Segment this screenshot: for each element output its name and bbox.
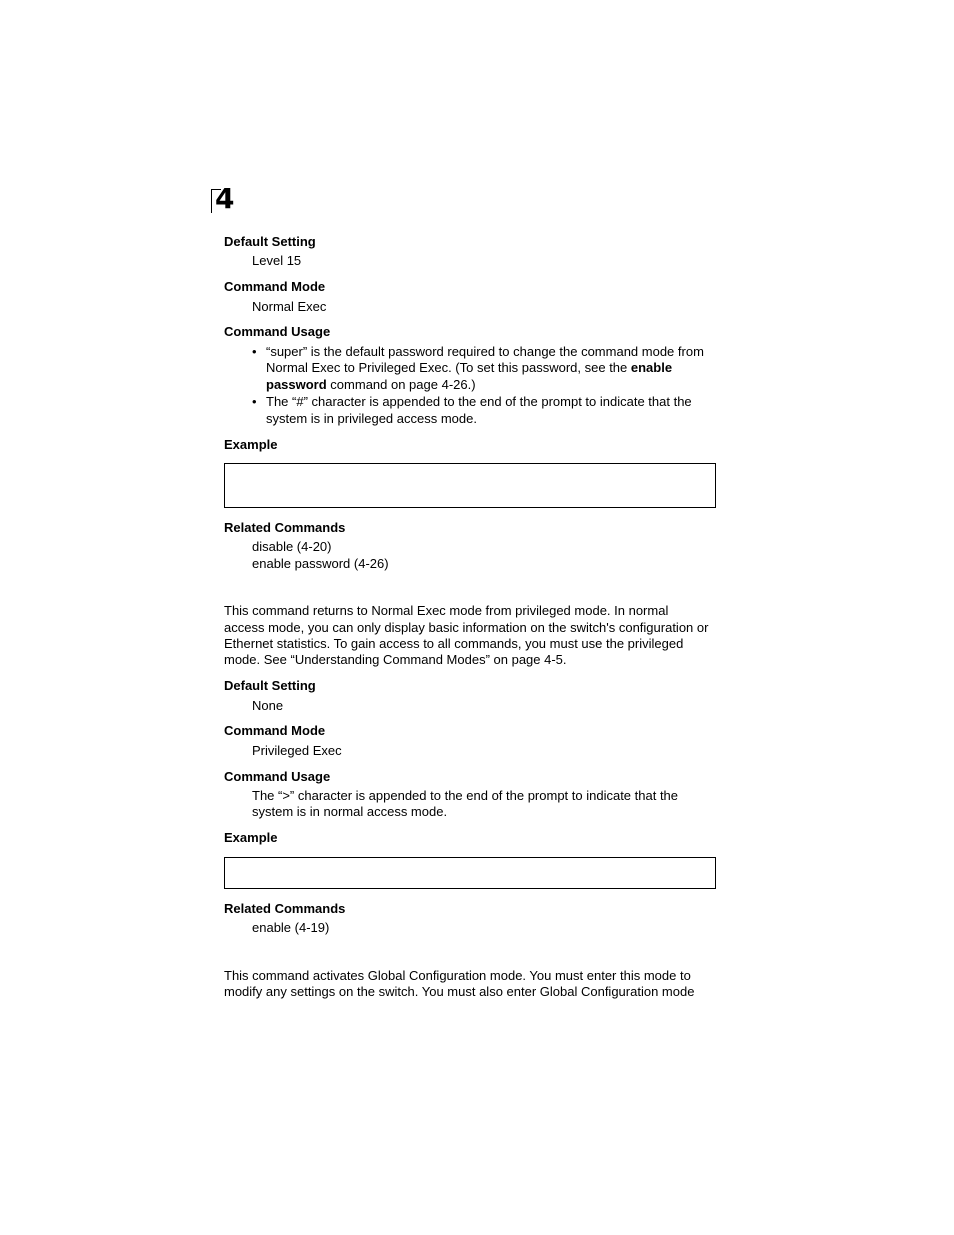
intro-paragraph-line: This command activates Global Configuration mode. You must enter this mode to [224, 968, 691, 983]
bullet-text-line: The “#” character is appended to the end of the prompt to indicate that the [266, 394, 692, 409]
example-code-box [224, 857, 716, 889]
intro-paragraph-line: modify any settings on the switch. You must also enter Global Configuration mode [224, 984, 695, 999]
related-command-item: disable (4-20) [252, 539, 332, 554]
example-code-box [224, 463, 716, 508]
command-name-bold: enable [630, 360, 673, 375]
chapter-rule-vertical [211, 189, 212, 213]
bullet-text-line: password command on page 4-26.) [266, 377, 476, 392]
intro-paragraph-line: This command returns to Normal Exec mode from privileged mode. In normal [224, 603, 669, 618]
command-usage-line: The “>” character is appended to the end of the prompt to indicate that the [252, 788, 679, 803]
chapter-marker [211, 182, 241, 215]
bullet-text-line: system is in privileged access mode. [266, 411, 477, 426]
command-mode-value: Normal Exec [252, 299, 327, 314]
command-mode-heading: Command Mode [224, 279, 326, 294]
bullet-marker: • [252, 394, 257, 409]
command-usage-line: system is in normal access mode. [252, 804, 448, 819]
bullet-text-line: “super” is the default password required to change the command mode from [266, 344, 704, 359]
command-name-bold: password [266, 377, 327, 392]
example-heading: Example [224, 830, 278, 845]
related-command-item: enable (4-19) [252, 920, 330, 935]
bullet-marker: • [252, 344, 257, 359]
intro-paragraph-line: access mode, you can only display basic information on the switch's configuration or [224, 620, 709, 635]
command-usage-heading: Command Usage [224, 769, 331, 784]
related-commands-heading: Related Commands [224, 901, 346, 916]
default-setting-value: Level 15 [252, 253, 302, 268]
default-setting-heading: Default Setting [224, 234, 316, 249]
intro-paragraph-line: mode. See “Understanding Command Modes” on page 4-5. [224, 652, 567, 667]
intro-paragraph-line: Ethernet statistics. To gain access to all commands, you must use the privileged [224, 636, 684, 651]
chapter-number: 4 [215, 182, 235, 215]
related-command-item: enable password (4-26) [252, 556, 389, 571]
bullet-text-line: Normal Exec to Privileged Exec. (To set this password, see the enable [266, 360, 673, 375]
command-mode-heading: Command Mode [224, 723, 326, 738]
command-mode-value: Privileged Exec [252, 743, 342, 758]
default-setting-value: None [252, 698, 284, 713]
default-setting-heading: Default Setting [224, 678, 316, 693]
command-usage-heading: Command Usage [224, 324, 331, 339]
example-heading: Example [224, 437, 278, 452]
related-commands-heading: Related Commands [224, 520, 346, 535]
